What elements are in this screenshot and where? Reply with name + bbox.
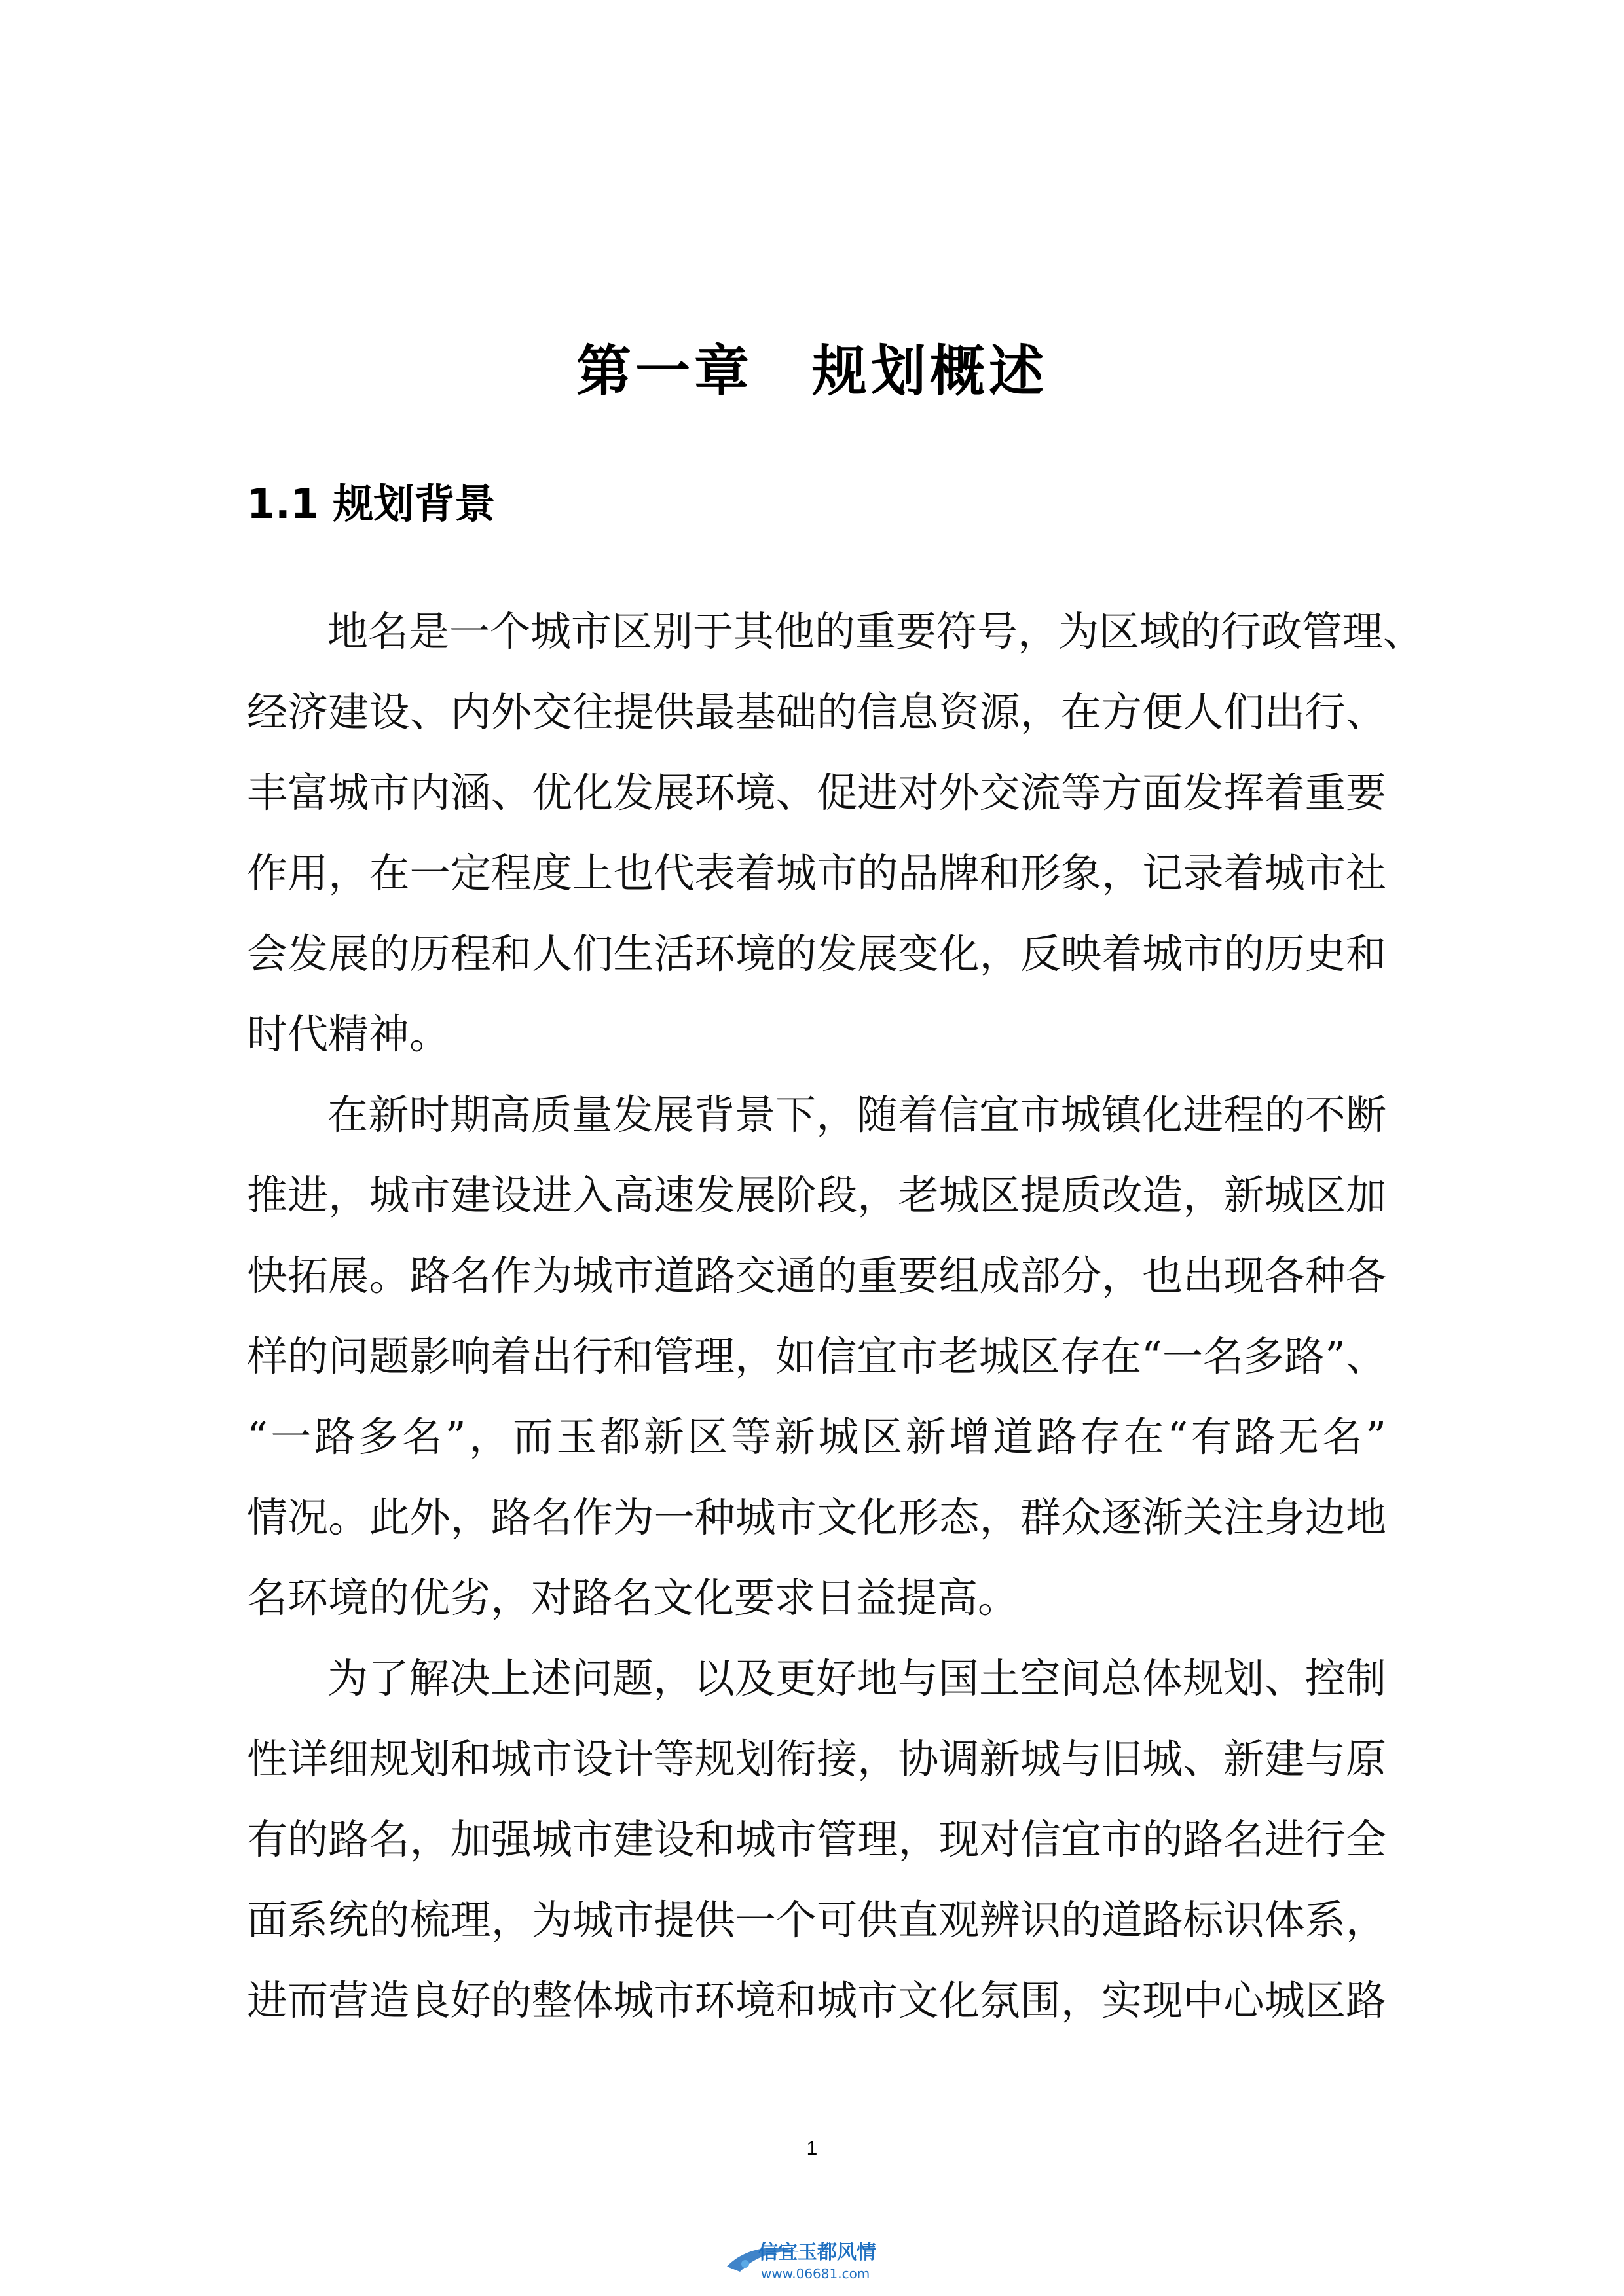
body-line: 在新时期高质量发展背景下，随着信宜市城镇化进程的不断 [327, 1091, 1386, 1139]
body-line: 地名是一个城市区别于其他的重要符号，为区域的行政管理、 [327, 608, 1424, 655]
watermark-logo [720, 2232, 917, 2285]
body-line: 性详细规划和城市设计等规划衔接，协调新城与旧城、新建与原 [247, 1735, 1386, 1783]
body-line: 推进，城市建设进入高速发展阶段，老城区提质改造，新城区加 [247, 1171, 1386, 1219]
body-line: 有的路名，加强城市建设和城市管理，现对信宜市的路名进行全 [247, 1815, 1386, 1863]
body-line: 快拓展。路名作为城市道路交通的重要组成部分，也出现各种各 [247, 1252, 1386, 1300]
body-line: 丰富城市内涵、优化发展环境、促进对外交流等方面发挥着重要 [247, 769, 1386, 816]
watermark-text: 信宜玉都风情 [758, 2241, 876, 2264]
body-line: 会发展的历程和人们生活环境的发展变化，反映着城市的历史和 [247, 930, 1386, 977]
body-line: 面系统的梳理，为城市提供一个可供直观辨识的道路标识体系， [247, 1896, 1386, 1944]
body-line: 为了解决上述问题，以及更好地与国土空间总体规划、控制 [327, 1654, 1386, 1702]
body-line: 经济建设、内外交往提供最基础的信息资源，在方便人们出行、 [247, 688, 1386, 736]
watermark-url: www.06681.com [761, 2266, 870, 2282]
body-line: 作用，在一定程度上也代表着城市的品牌和形象，记录着城市社 [247, 849, 1386, 897]
section-heading: 1.1 规划背景 [247, 480, 496, 528]
body-line: 时代精神。 [247, 1010, 451, 1058]
swoosh-dot-icon [741, 2260, 749, 2268]
body-line: 样的问题影响着出行和管理，如信宜市老城区存在“一名多路”、 [247, 1332, 1386, 1380]
page-number: 1 [806, 2138, 818, 2159]
body-line: 进而营造良好的整体城市环境和城市文化氛围，实现中心城区路 [247, 1977, 1386, 2024]
body-line: 名环境的优劣，对路名文化要求日益提高。 [247, 1574, 1019, 1622]
body-line: “一路多名”，而玉都新区等新城区新增道路存在“有路无名” [247, 1413, 1386, 1461]
body-line: 情况。此外，路名作为一种城市文化形态，群众逐渐关注身边地 [247, 1493, 1386, 1541]
chapter-title: 第一章 规划概述 [576, 339, 1048, 403]
